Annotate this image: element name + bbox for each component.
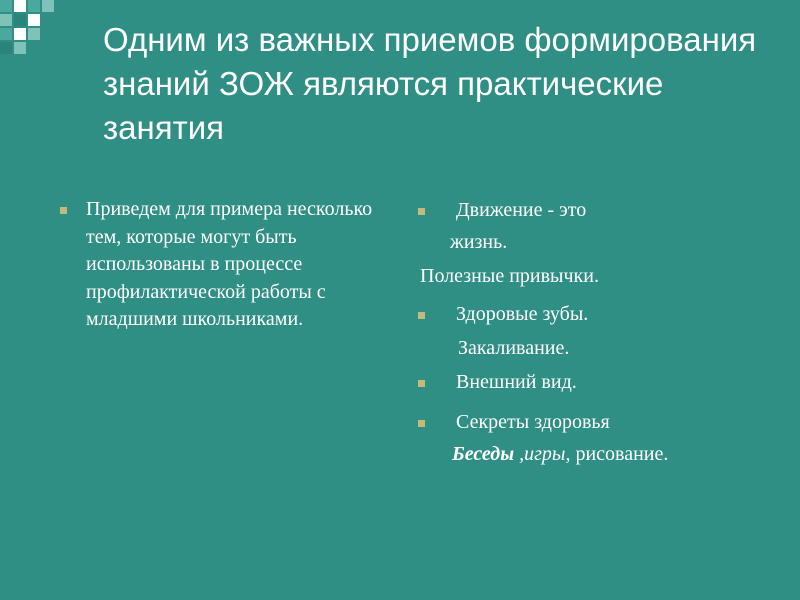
corner-decoration bbox=[0, 0, 80, 60]
deco-square bbox=[28, 0, 40, 12]
left-column-text: Приведем для примера несколько тем, которые могут быть использованы в процессе профилактической работы с младшими школьниками. bbox=[86, 198, 373, 330]
square-bullet-icon bbox=[418, 208, 425, 215]
square-bullet-icon bbox=[60, 207, 67, 214]
square-bullet-icon bbox=[418, 312, 425, 319]
deco-square bbox=[14, 42, 26, 54]
plain-line: Полезные привычки. bbox=[420, 265, 599, 287]
deco-square bbox=[14, 28, 26, 40]
deco-square bbox=[0, 42, 12, 54]
square-bullet-icon bbox=[418, 380, 425, 387]
list-item-text: Секреты здоровья bbox=[456, 411, 610, 433]
slide-title: Одним из важных приемов формирования знаний ЗОЖ являются практические занятия bbox=[103, 21, 757, 146]
emphasis-bold-italic: Беседы bbox=[452, 443, 515, 465]
left-bullet-item bbox=[60, 196, 410, 334]
deco-square bbox=[0, 28, 12, 40]
list-item-text-continued bbox=[452, 440, 668, 468]
list-item-text-continued: жизнь. bbox=[450, 231, 508, 253]
emphasis-italic: ,игры, bbox=[514, 443, 571, 465]
deco-square bbox=[14, 14, 26, 26]
deco-square bbox=[42, 0, 54, 12]
square-bullet-icon bbox=[418, 420, 425, 427]
left-column bbox=[60, 196, 410, 334]
list-item-text: Внешний вид. bbox=[456, 371, 577, 393]
deco-square bbox=[0, 14, 12, 26]
deco-square bbox=[14, 0, 26, 12]
plain-text: рисование. bbox=[570, 443, 669, 465]
list-item-text: Здоровые зубы. bbox=[456, 303, 589, 325]
deco-square bbox=[0, 0, 12, 12]
list-item-text-continued: Закаливание. bbox=[458, 337, 570, 359]
list-item-text: Движение - это bbox=[456, 199, 587, 221]
deco-square bbox=[28, 28, 40, 40]
deco-square bbox=[28, 14, 40, 26]
